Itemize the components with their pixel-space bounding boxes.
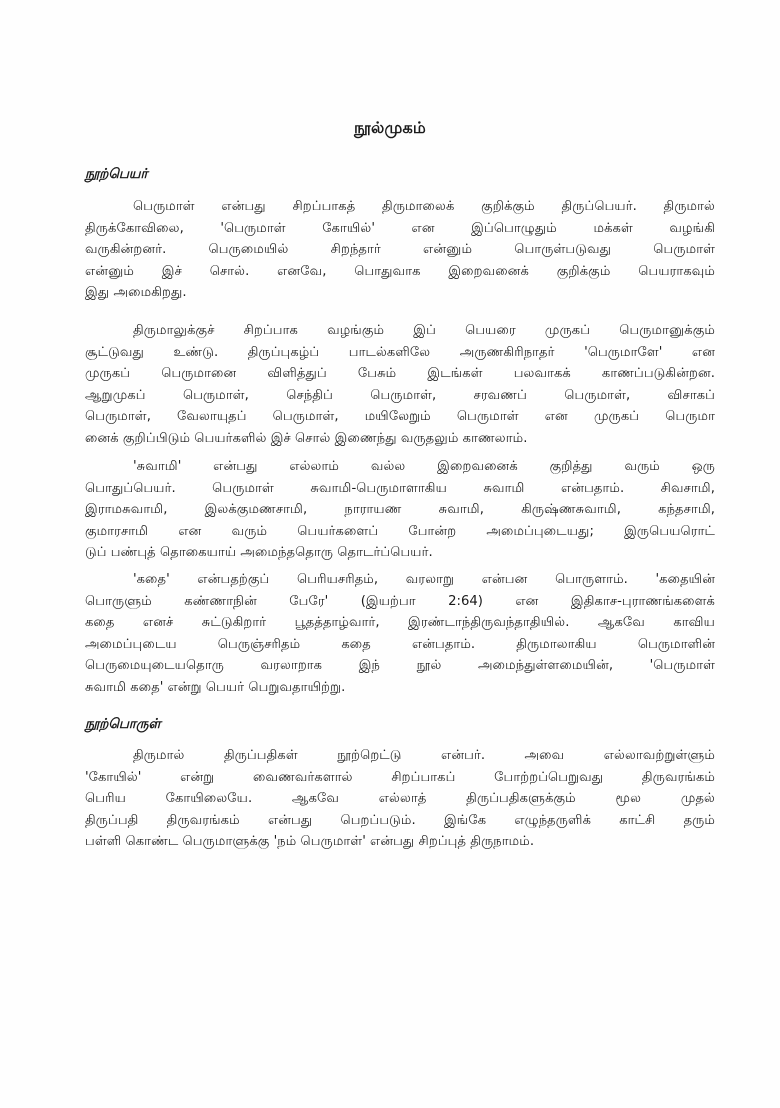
text-line: பொருளும் கண்ணாநின் பேரே' (இயற்பா 2:64) என இதிகாச-புராணங்களைக் <box>85 593 715 609</box>
text-line: சுவாமி கதை' என்று பெயர் பெறுவதாயிற்று. <box>85 679 346 695</box>
text-line: ஆறுமுகப் பெருமாள், செந்திப் பெருமாள், சரவணப் பெருமாள், விசாகப் <box>85 387 715 403</box>
text-line: இராமசுவாமி, இலக்குமணசாமி, நாராயண சுவாமி, கிருஷ்ணசுவாமி, கந்தசாமி, <box>85 502 715 518</box>
text-line: பெருமையுடையதொரு வரலாறாக இந் நூல் அமைந்துள்ளமையின், 'பெருமாள் <box>85 658 715 674</box>
text-line: சூட்டுவது உண்டு. திருப்புகழ்ப் பாடல்களிலே அருணகிரிநாதர் 'பெருமாளே' என <box>85 344 715 360</box>
text-line: பள்ளி கொண்ட பெருமாளுக்கு 'நம் பெருமாள்' என்பது சிறப்புத் திருநாமம். <box>85 834 535 850</box>
paragraph <box>85 320 715 450</box>
text-line: திருமாலுக்குச் சிறப்பாக வழங்கும் இப் பெயரை முருகப் பெருமானுக்கும் <box>133 323 715 338</box>
text-line: 'கதை' என்பதற்குப் பெரியசரிதம், வரலாறு என்பன பொருளாம். 'கதையின் <box>133 572 715 587</box>
text-line: முருகப் பெருமானை விளித்துப் பேசும் இடங்கள் பலவாகக் காணப்படுகின்றன. <box>85 366 715 382</box>
paragraph <box>85 569 715 699</box>
text-line: என்னும் இச் சொல். எனவே, பொதுவாக இறைவனைக் குறிக்கும் பெயராகவும் <box>85 263 715 279</box>
section-heading-subject: நூற்பொருள் <box>85 716 161 732</box>
text-line: பெருமாள், வேலாயுதப் பெருமாள், மயிலேறும் பெருமாள் என முருகப் பெருமா <box>85 409 715 425</box>
text-line: திருப்பதி திருவரங்கம் என்பது பெறப்படும். இங்கே எழுந்தருளிக் காட்சி தரும் <box>85 812 715 828</box>
page-title: நூல்முகம் <box>354 118 426 137</box>
text-line: குமாரசாமி என வரும் பெயர்களைப் போன்ற அமைப்புடையது; இருபெயரொட் <box>85 523 715 539</box>
text-line: பெரிய கோயிலையே. ஆகவே எல்லாத் திருப்பதிகளுக்கும் மூல முதல் <box>85 791 715 807</box>
text-line: பெருமாள் என்பது சிறப்பாகத் திருமாலைக் குறிக்கும் திருப்பெயர். திருமால் <box>133 199 715 214</box>
text-line: னைக் குறிப்பிடும் பெயர்களில் இச் சொல் இணைந்து வருதலும் காணலாம். <box>85 430 528 446</box>
text-line: டுப் பண்புத் தொகையாய் அமைந்ததொரு தொடர்ப்பெயர். <box>85 545 433 561</box>
text-line: கதை எனச் சுட்டுகிறார் பூதத்தாழ்வார், இரண்டாந்திருவந்தாதியில். ஆகவே காவிய <box>85 615 715 631</box>
text-line: இது அமைகிறது. <box>85 285 187 301</box>
text-line: பொதுப்பெயர். பெருமாள் சுவாமி-பெருமாளாகிய சுவாமி என்பதாம். சிவசாமி, <box>85 480 715 496</box>
text-line: திருமால் திருப்பதிகள் நூற்றெட்டு என்பர். அவை எல்லாவற்றுள்ளும் <box>133 748 715 763</box>
paragraph <box>85 456 715 564</box>
paragraph <box>85 745 715 853</box>
section-heading-title-name: நூற்பெயர் <box>85 166 148 182</box>
text-line: அமைப்புடைய பெருஞ்சரிதம் கதை என்பதாம். திருமாலாகிய பெருமாளின் <box>85 636 715 652</box>
paragraph <box>85 196 715 304</box>
text-line: 'கோயில்' என்று வைணவர்களால் சிறப்பாகப் போற்றப்பெறுவது திருவரங்கம் <box>85 769 715 785</box>
text-line: 'சுவாமி' என்பது எல்லாம் வல்ல இறைவனைக் குறித்து வரும் ஒரு <box>133 459 715 474</box>
text-line: வருகின்றனர். பெருமையில் சிறந்தார் என்னும் பொருள்படுவது பெருமாள் <box>85 242 715 258</box>
text-line: திருக்கோவிலை, 'பெருமாள் கோயில்' என இப்பொழுதும் மக்கள் வழங்கி <box>85 220 715 236</box>
